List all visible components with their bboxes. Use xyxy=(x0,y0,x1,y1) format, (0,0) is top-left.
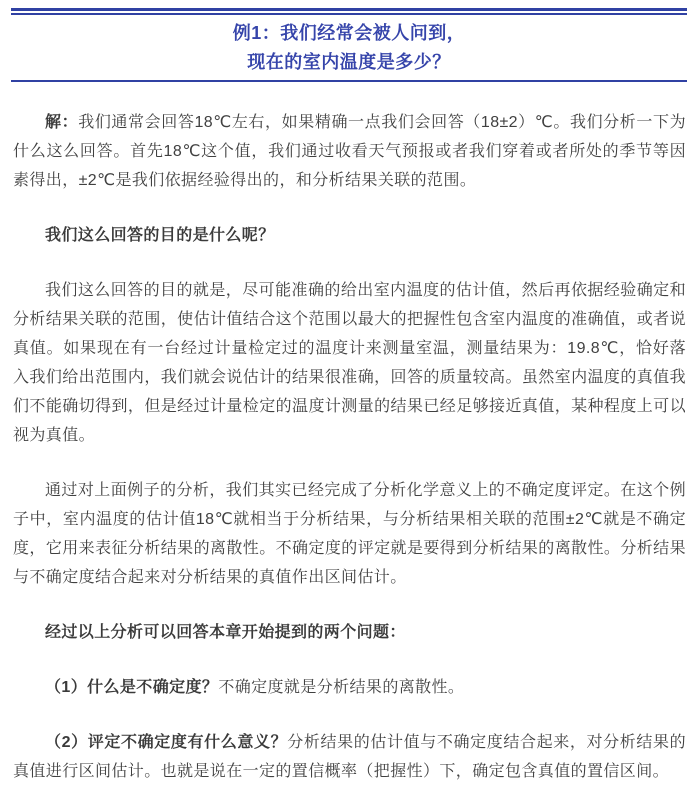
header-top-rule-thin xyxy=(11,13,687,15)
question-2-label: （2）评定不确定度有什么意义？ xyxy=(45,734,288,751)
paragraph-analysis: 通过对上面例子的分析，我们其实已经完成了分析化学意义上的不确定度评定。在这个例子中，室内温度的估计值18℃就相当于分析结果，与分析结果相关联的范围±2℃就是不确定度，它用来表征分析结果的离散性。不确定度的评定就是要得到分析结果的离散性。分析结果与不确定度结合起来对分析结果的真值作出区间估计。 xyxy=(13,482,686,586)
example-header xyxy=(0,8,698,82)
question-1-text: 不确定度就是分析结果的离散性。 xyxy=(218,679,465,696)
subheading-purpose: 我们这么回答的目的是什么呢？ xyxy=(45,227,275,244)
header-top-rule-thick xyxy=(11,8,687,11)
paragraph-solution xyxy=(13,108,686,195)
question-1-label: （1）什么是不确定度？ xyxy=(45,679,219,696)
title-line-1: 例1：我们经常会被人问到， xyxy=(232,23,466,43)
paragraph-solution-text: 我们通常会回答18℃左右，如果精确一点我们会回答（18±2）℃。我们分析一下为什么这么回答。首先18℃这个值，我们通过收看天气预报或者我们穿着或者所处的季节等因素得出，±2℃是我们依据经验得出的，和分析结果关联的范围。 xyxy=(13,114,686,189)
paragraph-question-2 xyxy=(13,728,686,786)
article-body xyxy=(0,82,698,786)
title-line-2: 现在的室内温度是多少？ xyxy=(247,52,451,72)
paragraph-purpose: 我们这么回答的目的就是，尽可能准确的给出室内温度的估计值，然后再依据经验确定和分析结果关联的范围，使估计值结合这个范围以最大的把握性包含室内温度的准确值，或者说真值。如果现在有一台经过计量检定过的温度计来测量室温，测量结果为：19.8℃，恰好落入我们给出范围内，我们就会说估计的结果很准确，回答的质量较高。虽然室内温度的真值我们不能确切得到，但是经过计量检定的温度计测量的结果已经足够接近真值，某种程度上可以视为真值。 xyxy=(13,282,686,444)
solution-label: 解： xyxy=(45,114,79,131)
paragraph-question-1 xyxy=(13,673,686,702)
example-title xyxy=(0,19,698,77)
subheading-questions: 经过以上分析可以回答本章开始提到的两个问题： xyxy=(45,624,406,641)
question-2-text: 分析结果的估计值与不确定度结合起来，对分析结果的真值进行区间估计。也就是说在一定的置信概率（把握性）下，确定包含真值的置信区间。 xyxy=(13,734,686,780)
